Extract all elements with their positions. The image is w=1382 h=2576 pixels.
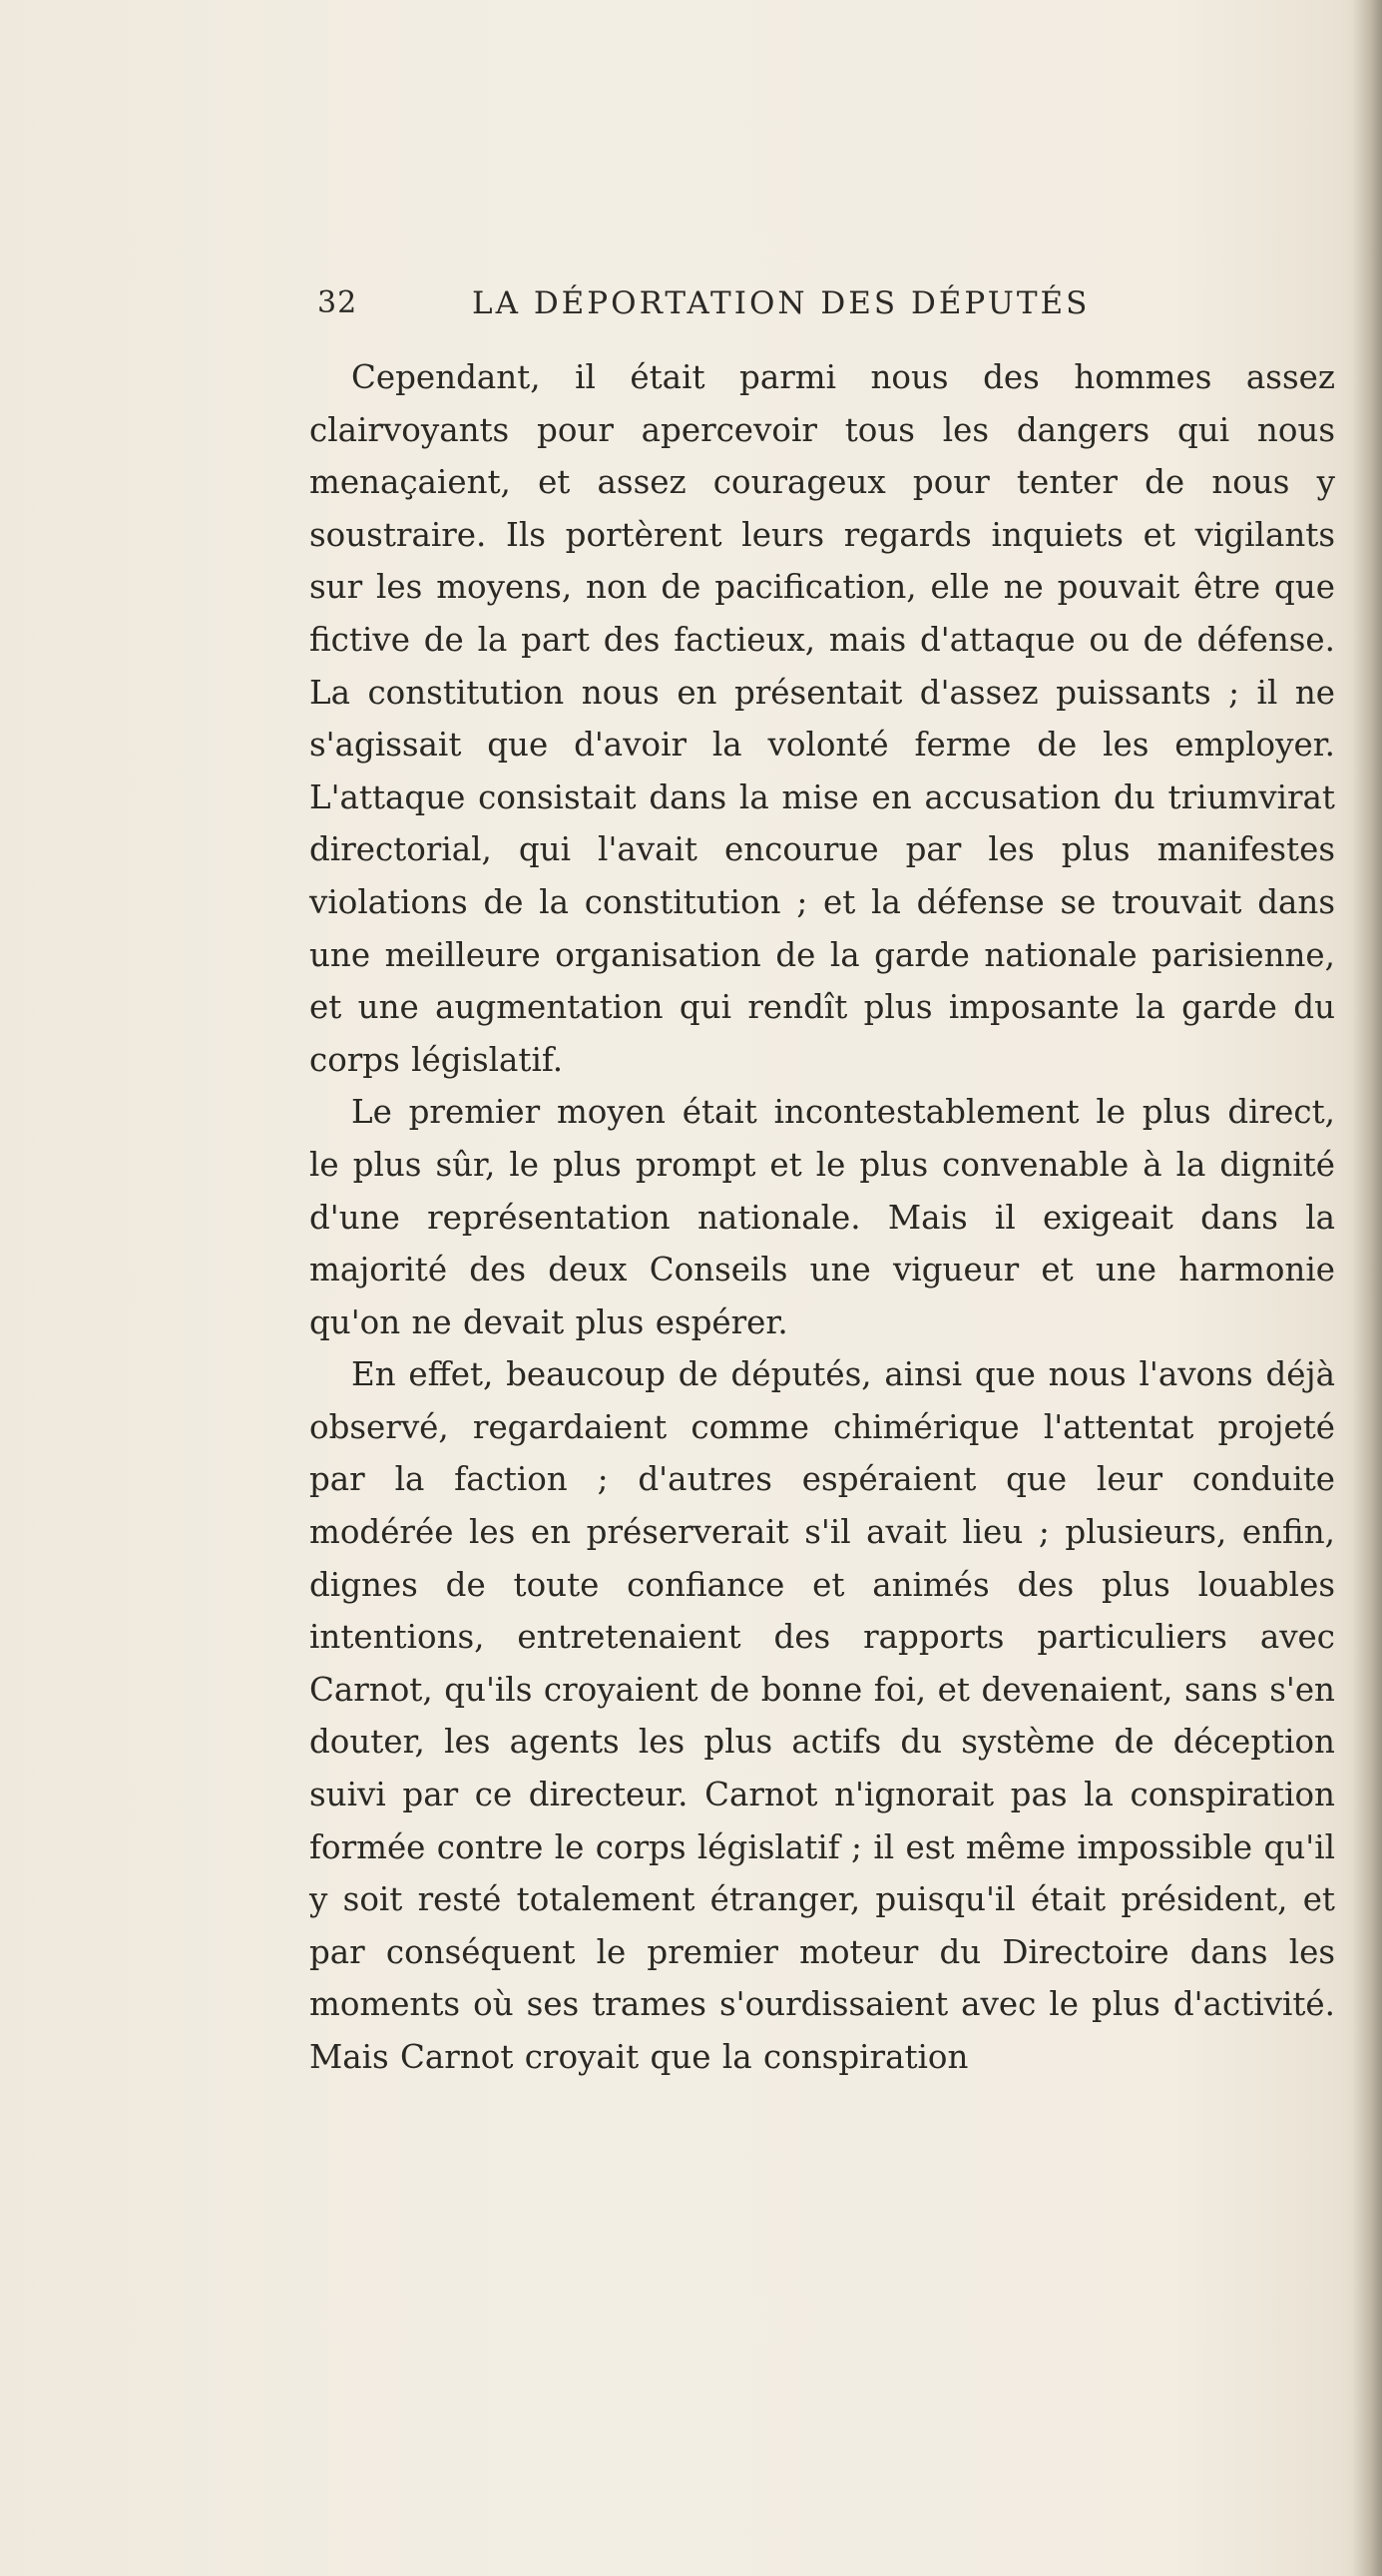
page-number: 32 bbox=[317, 285, 358, 320]
paragraph-3: En effet, beaucoup de députés, ainsi que nous l'avons déjà observé, regardaient comme chimérique l'attentat projeté par la faction ; d'autres espéraient que leur conduite modérée les en préserverait s'il avait lieu ; plusieurs, enfin, dignes de toute confiance et animés des plus louables intentions, entretenaient des rapports particuliers avec Carnot, qu'ils croyaient de bonne foi, et devenaient, sans s'en douter, les agents les plus actifs du système de déception suivi par ce directeur. Carnot n'ignorait pas la conspiration formée contre le corps législatif ; il est même impossible qu'il y soit resté totalement étranger, puisqu'il était président, et par conséquent le premier moteur du Directoire dans les moments où ses trames s'ourdissaient avec le plus d'activité. Mais Carnot croyait que la conspiration bbox=[309, 1355, 1335, 2076]
running-header bbox=[317, 285, 1335, 329]
paragraph-2: Le premier moyen était incontestablement le plus direct, le plus sûr, le plus prompt et le plus convenable à la dignité d'une représentation nationale. Mais il exigeait dans la majorité des deux Conseils une vigueur et une harmonie qu'on ne devait plus espérer. bbox=[309, 1093, 1335, 1341]
body-text bbox=[309, 351, 1335, 2084]
running-title: LA DÉPORTATION DES DÉPUTÉS bbox=[472, 285, 1091, 321]
page-edge-shadow bbox=[1352, 0, 1382, 2576]
paragraph-1: Cependant, il était parmi nous des hommes assez clairvoyants pour apercevoir tous les dangers qui nous menaçaient, et assez courageux pour tenter de nous y soustraire. Ils portèrent leurs regards inquiets et vigilants sur les moyens, non de pacification, elle ne pouvait être que fictive de la part des factieux, mais d'attaque ou de défense. La constitution nous en présentait d'assez puissants ; il ne s'agissait que d'avoir la volonté ferme de les employer. L'attaque consistait dans la mise en accusation du triumvirat directorial, qui l'avait encourue par les plus manifestes violations de la constitution ; et la défense se trouvait dans une meilleure organisation de la garde nationale parisienne, et une augmentation qui rendît plus imposante la garde du corps législatif. bbox=[309, 358, 1335, 1079]
